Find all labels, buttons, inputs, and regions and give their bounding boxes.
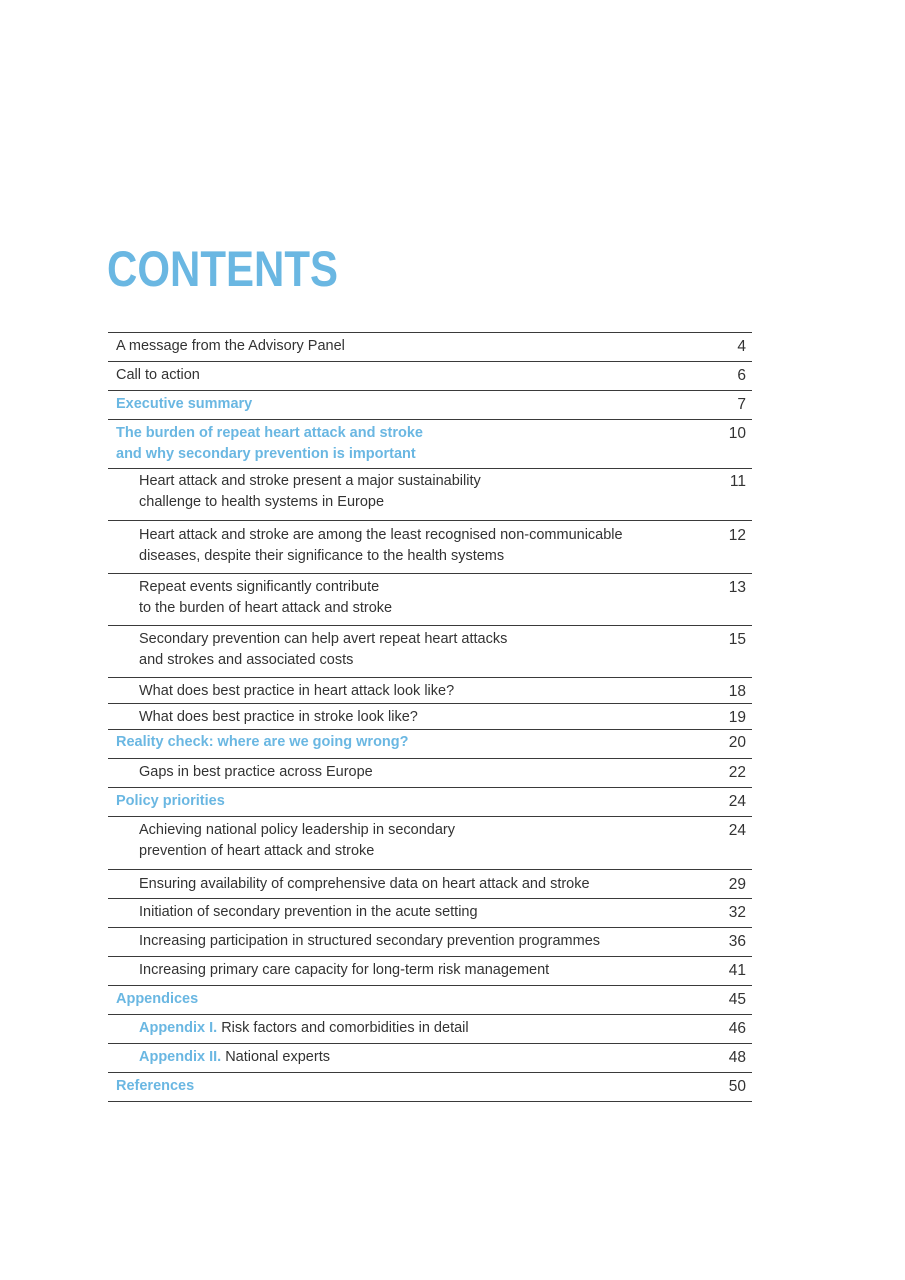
table-of-contents <box>108 332 752 1102</box>
toc-page-number: 20 <box>728 734 746 751</box>
toc-page-number: 15 <box>728 631 746 648</box>
toc-subsection-row[interactable] <box>108 957 752 986</box>
toc-page-number: 22 <box>728 764 746 781</box>
appendix-label: Appendix I. <box>139 1020 218 1036</box>
toc-subsection-row[interactable] <box>108 817 752 870</box>
toc-section-row[interactable] <box>108 1073 752 1102</box>
toc-subsection-row[interactable] <box>108 678 752 704</box>
toc-page-number: 50 <box>728 1078 746 1095</box>
page-title: CONTENTS <box>107 241 338 297</box>
toc-title: Ensuring availability of comprehensive data on heart attack and stroke <box>139 876 590 892</box>
toc-page-number: 19 <box>728 709 746 726</box>
toc-title: A message from the Advisory Panel <box>116 338 345 354</box>
toc-subsection-row[interactable] <box>108 704 752 730</box>
toc-page-number: 4 <box>737 338 746 355</box>
toc-title: Increasing primary care capacity for long-term risk management <box>139 962 550 978</box>
toc-page-number: 29 <box>728 876 746 893</box>
toc-section-title: Appendices <box>116 991 199 1007</box>
toc-page-number: 7 <box>737 396 746 413</box>
toc-section-row[interactable] <box>108 788 752 817</box>
toc-section-row[interactable] <box>108 420 752 469</box>
toc-subsection-row[interactable] <box>108 469 752 521</box>
toc-subsection-row[interactable] <box>108 574 752 626</box>
toc-section-title: The burden of repeat heart attack and stroke and why secondary prevention is important <box>116 425 423 462</box>
toc-title: What does best practice in heart attack look like? <box>139 683 455 699</box>
toc-title: Secondary prevention can help avert repeat heart attacks and strokes and associated costs <box>139 631 508 668</box>
toc-page-number: 32 <box>728 904 746 921</box>
toc-section-title: References <box>116 1078 195 1094</box>
toc-subsection-row[interactable] <box>108 1044 752 1073</box>
toc-subsection-row[interactable] <box>108 899 752 928</box>
toc-title: Achieving national policy leadership in secondary prevention of heart attack and stroke <box>139 822 455 859</box>
toc-page-number: 48 <box>728 1049 746 1066</box>
toc-page-number: 36 <box>728 933 746 950</box>
toc-subsection-row[interactable] <box>108 1015 752 1044</box>
toc-subsection-row[interactable] <box>108 870 752 899</box>
toc-page-number: 46 <box>728 1020 746 1037</box>
toc-page-number: 12 <box>728 527 746 544</box>
toc-section-row[interactable] <box>108 986 752 1015</box>
toc-subsection-row[interactable] <box>108 626 752 678</box>
toc-row[interactable] <box>108 362 752 391</box>
toc-page-number: 24 <box>728 793 746 810</box>
toc-page-number: 45 <box>728 991 746 1008</box>
toc-page-number: 24 <box>728 822 746 839</box>
toc-title: Heart attack and stroke are among the least recognised non-communicable diseases, despite their significance to the health systems <box>139 527 623 564</box>
toc-page-number: 11 <box>729 473 746 490</box>
toc-title: Heart attack and stroke present a major sustainability challenge to health systems in Europe <box>139 473 481 510</box>
toc-page-number: 41 <box>728 962 746 979</box>
toc-title: Repeat events significantly contribute to the burden of heart attack and stroke <box>139 579 393 616</box>
toc-subsection-row[interactable] <box>108 521 752 574</box>
toc-subsection-row[interactable] <box>108 928 752 957</box>
toc-section-title: Reality check: where are we going wrong? <box>116 734 409 750</box>
toc-page-number: 6 <box>737 367 746 384</box>
toc-title: Call to action <box>116 367 200 383</box>
appendix-title: Risk factors and comorbidities in detail <box>221 1020 469 1036</box>
toc-title: Increasing participation in structured secondary prevention programmes <box>139 933 601 949</box>
toc-title <box>108 1018 469 1039</box>
toc-row[interactable] <box>108 333 752 362</box>
toc-page-number: 18 <box>728 683 746 700</box>
toc-page-number: 13 <box>728 579 746 596</box>
toc-section-title: Policy priorities <box>116 793 225 809</box>
toc-title <box>108 1047 330 1068</box>
toc-title: Initiation of secondary prevention in the acute setting <box>139 904 478 920</box>
toc-subsection-row[interactable] <box>108 759 752 788</box>
toc-title: Gaps in best practice across Europe <box>139 764 373 780</box>
appendix-label: Appendix II. <box>139 1049 222 1065</box>
toc-section-title: Executive summary <box>116 396 253 412</box>
toc-section-row[interactable] <box>108 730 752 759</box>
toc-page-number: 10 <box>728 425 746 442</box>
appendix-title: National experts <box>225 1049 330 1065</box>
toc-title: What does best practice in stroke look like? <box>139 709 418 725</box>
toc-section-row[interactable] <box>108 391 752 420</box>
